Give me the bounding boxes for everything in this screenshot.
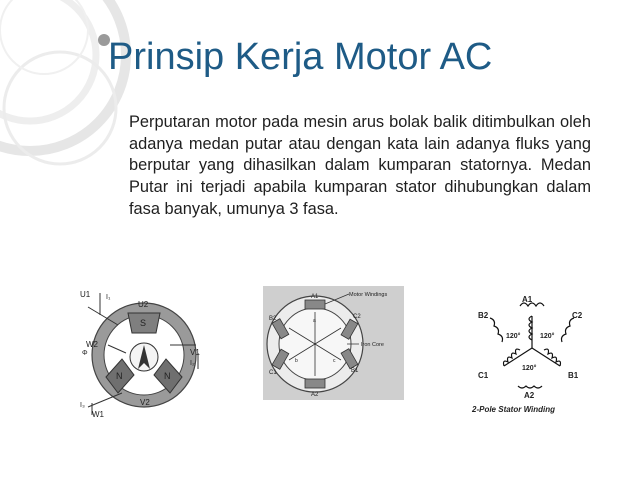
c2-label: C2 [572,311,583,320]
v2-label: V2 [140,398,150,407]
iron-core-label: Iron Core [361,342,384,348]
angle-top-right-label: 120° [540,333,555,340]
c1-label: C1 [478,371,489,380]
angle-bottom-label: 120° [522,365,537,372]
inner-c-label: c [333,358,336,364]
pole-n-left-label: N [116,371,123,381]
motor-field-diagram [78,285,208,421]
b2-label: B2 [269,316,277,322]
a2-label: A2 [524,391,535,400]
b1-label: B1 [351,368,359,374]
pole-n-right-label: N [164,371,171,381]
angle-top-left-label: 120° [506,333,521,340]
body-paragraph: Perputaran motor pada mesin arus bolak balik ditimbulkan oleh adanya medan putar atau dengan kata lain adanya fluks yang berputar yang dihasilkan dalam kumparan statornya. Medan Putar ini terjadi apabila kumparan stator dihubungkan dalam fasa banyak, umunya 3 fasa. [129,113,591,218]
slide-title: Prinsip Kerja Motor AC [108,36,493,78]
inner-b-label: b [295,358,298,364]
i2-label: I₂ [190,360,195,367]
stator-caption: 2-Pole Stator Winding [472,405,556,414]
b2-label: B2 [478,311,489,320]
i1-label: I₁ [106,294,111,301]
i3-label: I₃ [80,402,85,409]
pole-s-label: S [140,318,147,328]
inner-a-label: a [313,318,316,324]
u1-label: U1 [80,290,91,299]
w2-label: W2 [86,340,98,349]
a2-label: A2 [311,392,319,398]
b1-label: B1 [568,371,579,380]
v1-label: V1 [190,348,200,357]
stator-winding-diagram [468,286,596,420]
a1-label: A1 [522,295,533,304]
motor-windings-diagram [263,286,404,400]
motor-windings-label: Motor Windings [349,292,388,298]
u2-label: U2 [138,300,149,309]
w1-label: W1 [92,410,104,419]
c2-label: C2 [353,314,361,320]
c1-label: C1 [269,370,277,376]
a1-label: A1 [311,294,319,300]
phi-label: Φ [82,350,88,357]
